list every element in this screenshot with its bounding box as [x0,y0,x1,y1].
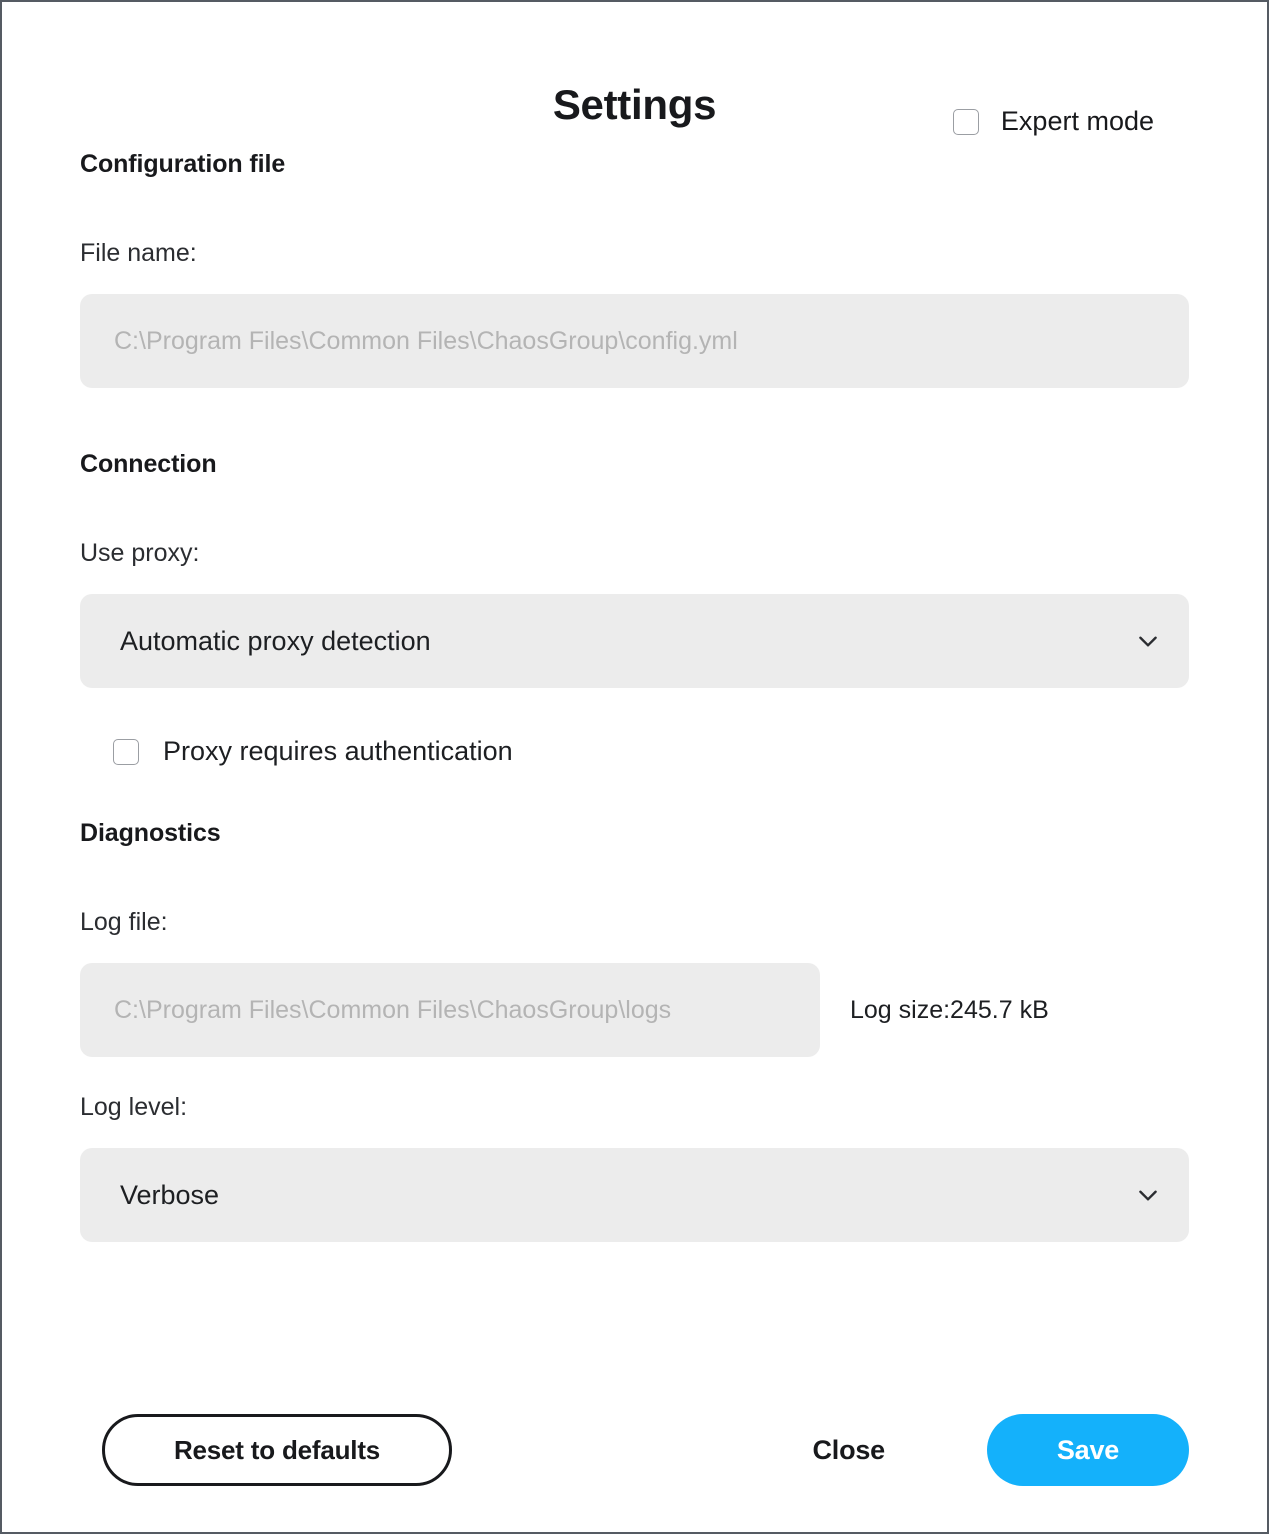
section-heading-connection: Connection [80,450,217,478]
log-level-select[interactable] [80,1148,1189,1242]
close-button[interactable]: Close [778,1414,919,1486]
log-size-text: Log size:245.7 kB [850,995,1049,1024]
settings-header [80,2,1189,152]
proxy-requires-authentication-label: Proxy requires authentication [163,736,513,766]
log-file-path-input[interactable]: C:\Program Files\Common Files\ChaosGroup\logs [80,963,820,1057]
log-file-label: Log file: [80,908,168,936]
expert-mode-checkbox[interactable] [953,109,979,135]
section-heading-configuration-file: Configuration file [80,150,286,178]
proxy-auth-row[interactable] [80,738,1189,765]
save-button[interactable]: Save [987,1414,1189,1486]
settings-footer [80,1368,1189,1532]
log-level-selected-value: Verbose [120,1179,220,1210]
chevron-down-icon [1135,1182,1161,1208]
config-file-path-input[interactable]: C:\Program Files\Common Files\ChaosGroup\config.yml [80,294,1189,388]
footer-actions [778,1414,1189,1486]
use-proxy-label: Use proxy: [80,539,200,567]
use-proxy-selected-value: Automatic proxy detection [120,625,431,656]
reset-to-defaults-button[interactable]: Reset to defaults [102,1414,452,1486]
expert-mode-label: Expert mode [1000,106,1154,136]
expert-mode-row[interactable] [953,108,1154,135]
page-title: Settings [552,81,717,128]
log-level-label: Log level: [80,1093,188,1121]
section-heading-diagnostics: Diagnostics [80,819,221,847]
proxy-requires-authentication-checkbox[interactable] [113,739,139,765]
chevron-down-icon [1135,628,1161,654]
log-file-row [80,963,1189,1057]
settings-content [2,2,1267,1532]
use-proxy-select[interactable] [80,594,1189,688]
file-name-label: File name: [80,239,197,267]
